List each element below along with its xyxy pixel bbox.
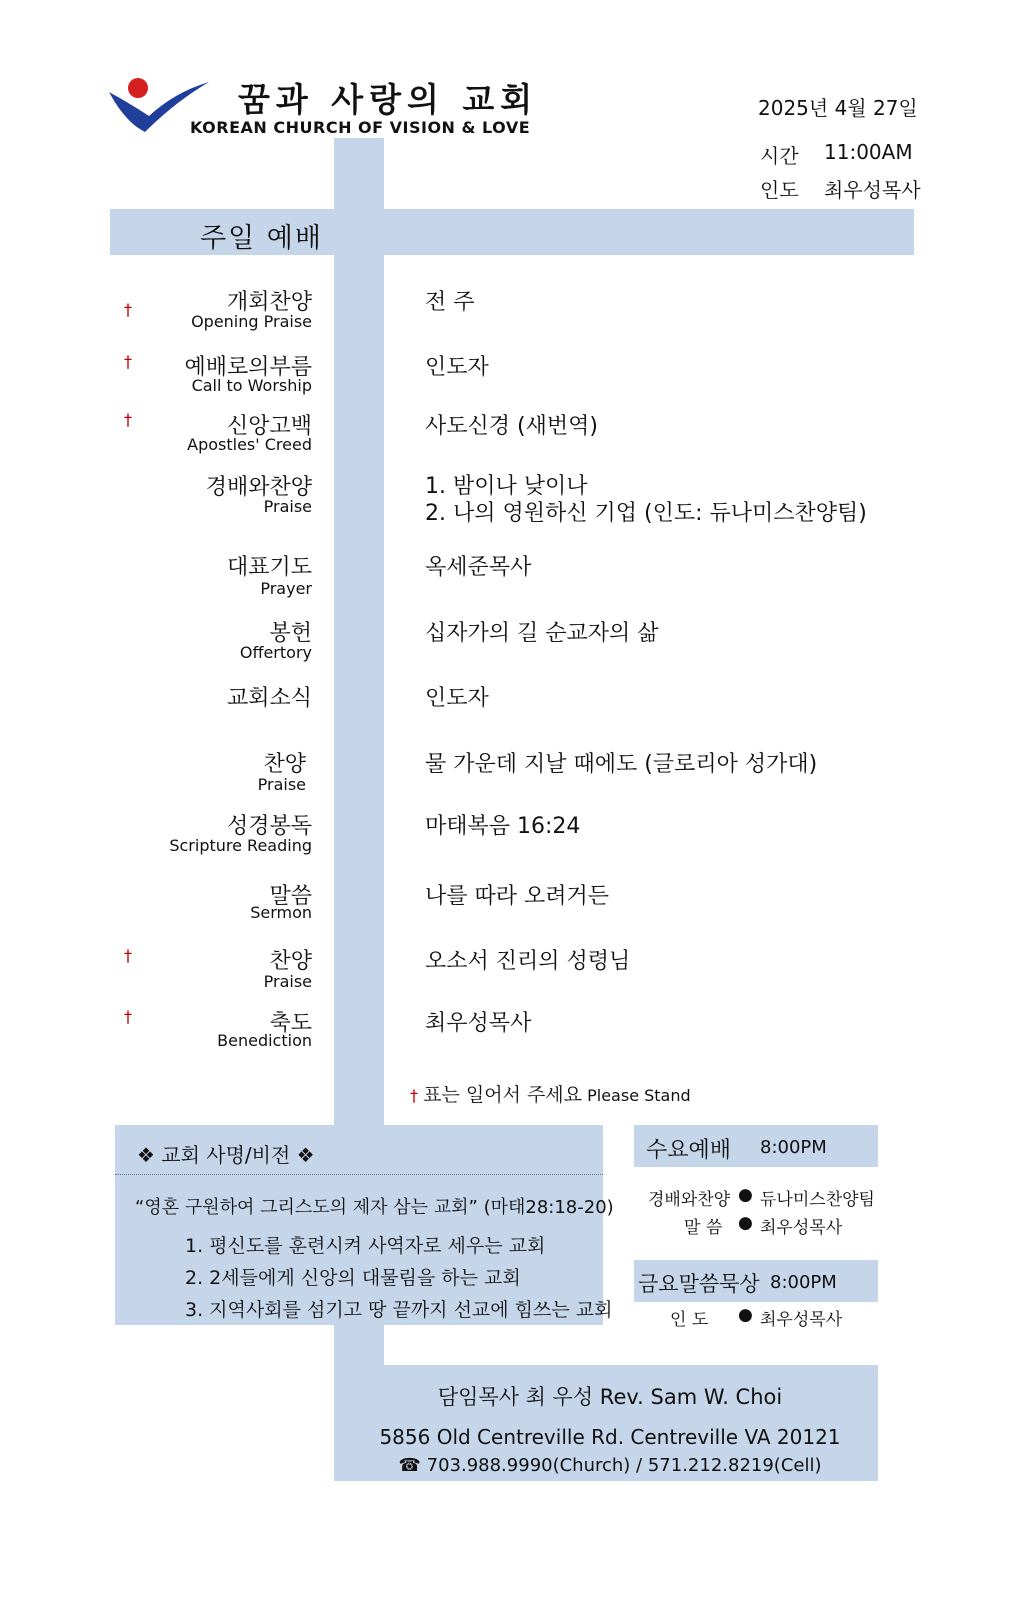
wednesday-title: 수요예배 [646,1138,732,1163]
order-item-korean: 말씀 [269,884,312,909]
order-item-value: 인도자 [425,355,489,380]
wednesday-row-value: 듀나미스찬양팀 [760,1190,875,1210]
friday-row-value: 최우성목사 [760,1310,843,1330]
mission-item: 3. 지역사회를 섬기고 땅 끝까지 선교에 힘쓰는 교회 [185,1299,613,1321]
order-item-english: Praise [263,497,312,516]
order-item-korean: 성경봉독 [226,814,312,839]
order-item-value: 최우성목사 [425,1011,532,1036]
order-item-korean: 봉헌 [269,621,312,646]
stand-mark: † [124,1007,132,1026]
order-item-value: 나를 따라 오려거든 [425,884,610,909]
order-item-english: Praise [263,972,312,991]
mission-divider [115,1174,603,1175]
wednesday-row-label: 말 씀 [684,1218,723,1238]
stand-mark: † [124,300,132,319]
order-item-korean: 신앙고백 [226,414,312,439]
order-item-english: Opening Praise [191,312,312,331]
wednesday-row-bullet: ● [738,1213,753,1233]
order-item-value: 마태복음 16:24 [425,814,581,839]
order-item-value: 사도신경 (새번역) [425,414,598,439]
mission-quote: “영혼 구원하여 그리스도의 제자 삼는 교회” (마태28:18-20) [135,1197,614,1218]
order-item-korean: 축도 [269,1011,312,1036]
mission-box [115,1125,614,1325]
service-title: 주일 예배 [200,223,323,254]
order-item-value: 1. 밤이나 낮이나 [425,474,588,499]
time-value: 11:00AM [824,140,913,164]
stand-mark: † [124,352,132,371]
order-item-value-second: 2. 나의 영원하신 기업 (인도: 듀나미스찬양팀) [425,501,867,526]
order-item-value: 인도자 [425,686,489,711]
order-item-korean: 경배와찬양 [205,475,312,500]
order-item-value: 물 가운데 지날 때에도 (글로리아 성가대) [425,752,818,777]
stand-note-text: 표는 일어서 주세요 [423,1084,583,1106]
order-item-english: Apostles' Creed [187,435,312,454]
friday-header [634,1260,878,1302]
church-name-english: KOREAN CHURCH OF VISION & LOVE [190,118,531,137]
church-phone: ☎ 703.988.9990(Church) / 571.212.8219(Cell) [398,1455,822,1476]
stand-note-mark: † [410,1086,418,1105]
friday-title: 금요말씀묵상 [638,1272,760,1296]
friday-row-label: 인 도 [670,1310,709,1330]
mission-item: 2. 2세들에게 신앙의 대물림을 하는 교회 [185,1267,521,1289]
order-item-value: 전 주 [425,290,475,315]
pastor-name: 담임목사 최 우성 Rev. Sam W. Choi [437,1385,783,1409]
order-item-english: Prayer [260,579,312,598]
order-item-english: Offertory [239,643,312,662]
leader-label: 인도 [760,178,799,202]
friday-time: 8:00PM [770,1272,837,1293]
service-date: 2025년 4월 27일 [758,96,918,120]
order-item-english: Call to Worship [191,376,312,395]
wednesday-row-value: 최우성목사 [760,1218,843,1238]
order-item-english: Scripture Reading [169,836,312,855]
church-address: 5856 Old Centreville Rd. Centreville VA 20121 [379,1425,841,1449]
order-item-korean: 예배로의부름 [184,355,312,380]
leader-value: 최우성목사 [824,178,921,202]
friday-row-bullet: ● [738,1305,753,1325]
wednesday-time: 8:00PM [760,1137,827,1158]
mission-item: 1. 평신도를 훈련시켜 사역자로 세우는 교회 [185,1235,546,1257]
order-item-english: Praise [257,775,306,794]
order-item-value: 오소서 진리의 성령님 [425,949,631,974]
stand-mark: † [124,410,132,429]
order-item-english: Sermon [250,903,312,922]
order-item-korean: 교회소식 [226,686,312,711]
order-item-value: 옥세준목사 [425,555,532,580]
order-item-english: Benediction [217,1031,312,1050]
wednesday-row-bullet: ● [738,1185,753,1205]
stand-note-english: Please Stand [587,1086,691,1105]
order-item-value: 십자가의 길 순교자의 삶 [425,621,659,646]
stand-mark: † [124,946,132,965]
church-name-korean: 꿈과 사랑의 교회 [238,80,539,119]
order-item-korean: 대표기도 [226,555,312,580]
wednesday-header [634,1125,878,1167]
order-item-korean: 개회찬양 [226,290,312,315]
order-item-korean: 찬양 [269,949,312,974]
wednesday-row-label: 경배와찬양 [648,1190,731,1210]
time-label: 시간 [760,144,799,168]
order-item-korean: 찬양 [263,752,306,777]
mission-title: ❖ 교회 사명/비전 ❖ [137,1143,315,1167]
stand-note [410,1080,691,1107]
